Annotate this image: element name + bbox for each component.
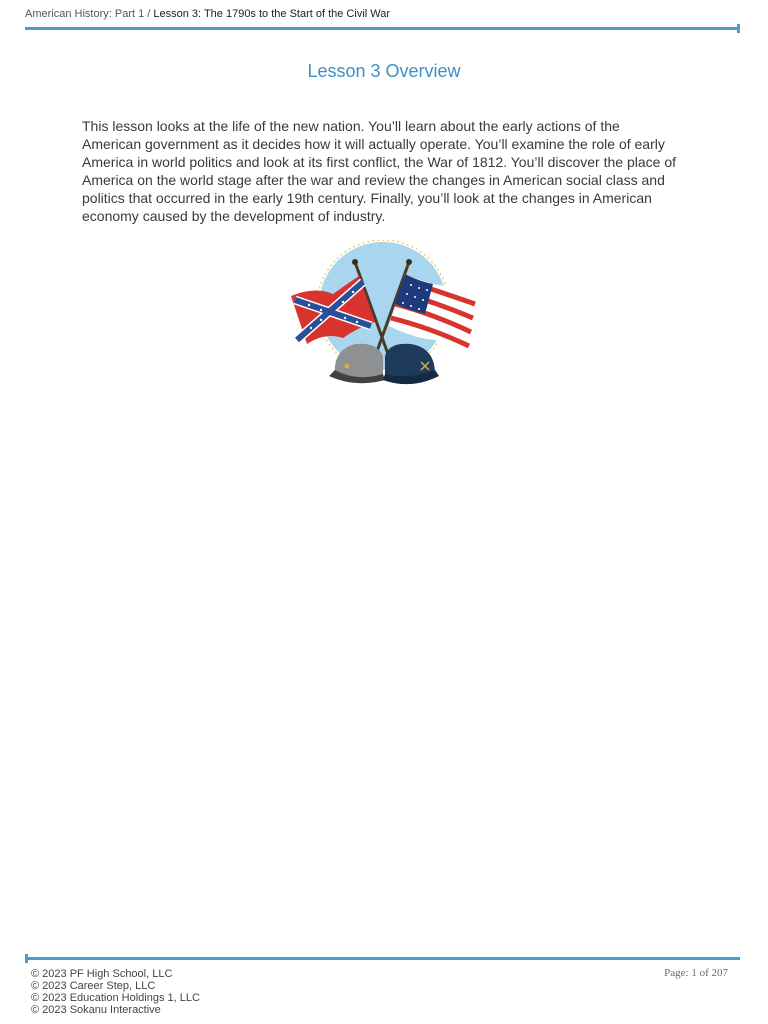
pole-finial-left: [352, 259, 358, 265]
footer-copyrights: [31, 968, 200, 1016]
copyright-line: © 2023 Sokanu Interactive: [31, 1004, 161, 1016]
crossed-civil-war-flags-icon: [285, 240, 481, 392]
breadcrumb-lesson: Lesson 3: The 1790s to the Start of the Civil War: [153, 8, 391, 20]
lesson-overview-text: This lesson looks at the life of the new nation. You’ll learn about the early actions of the American government as it decides how it will actually operate. You’ll examine the role of early America in world politics and look at its first conflict, the War of 1812. You’ll discover the place of America on the world stage after the war and review the changes in American social class and politics that occurred in the early 19th century. Finally, you’ll look at the changes in American economy caused by the development of industry.: [82, 118, 676, 224]
page-number: Page: 1 of 207: [664, 967, 728, 979]
breadcrumb-course[interactable]: American History: Part 1: [25, 8, 145, 20]
flags-illustration: [285, 240, 481, 392]
header-divider: [25, 27, 740, 30]
breadcrumb-separator: /: [147, 8, 151, 20]
page-title: Lesson 3 Overview: [307, 61, 461, 81]
pole-finial-right: [406, 259, 412, 265]
copyright-line: © 2023 PF High School, LLC: [31, 968, 173, 980]
copyright-line: © 2023 Career Step, LLC: [31, 980, 156, 992]
copyright-line: © 2023 Education Holdings 1, LLC: [31, 992, 200, 1004]
breadcrumb: [25, 8, 390, 20]
footer-divider: [25, 957, 740, 960]
blue-kepi-cap: [383, 344, 439, 384]
